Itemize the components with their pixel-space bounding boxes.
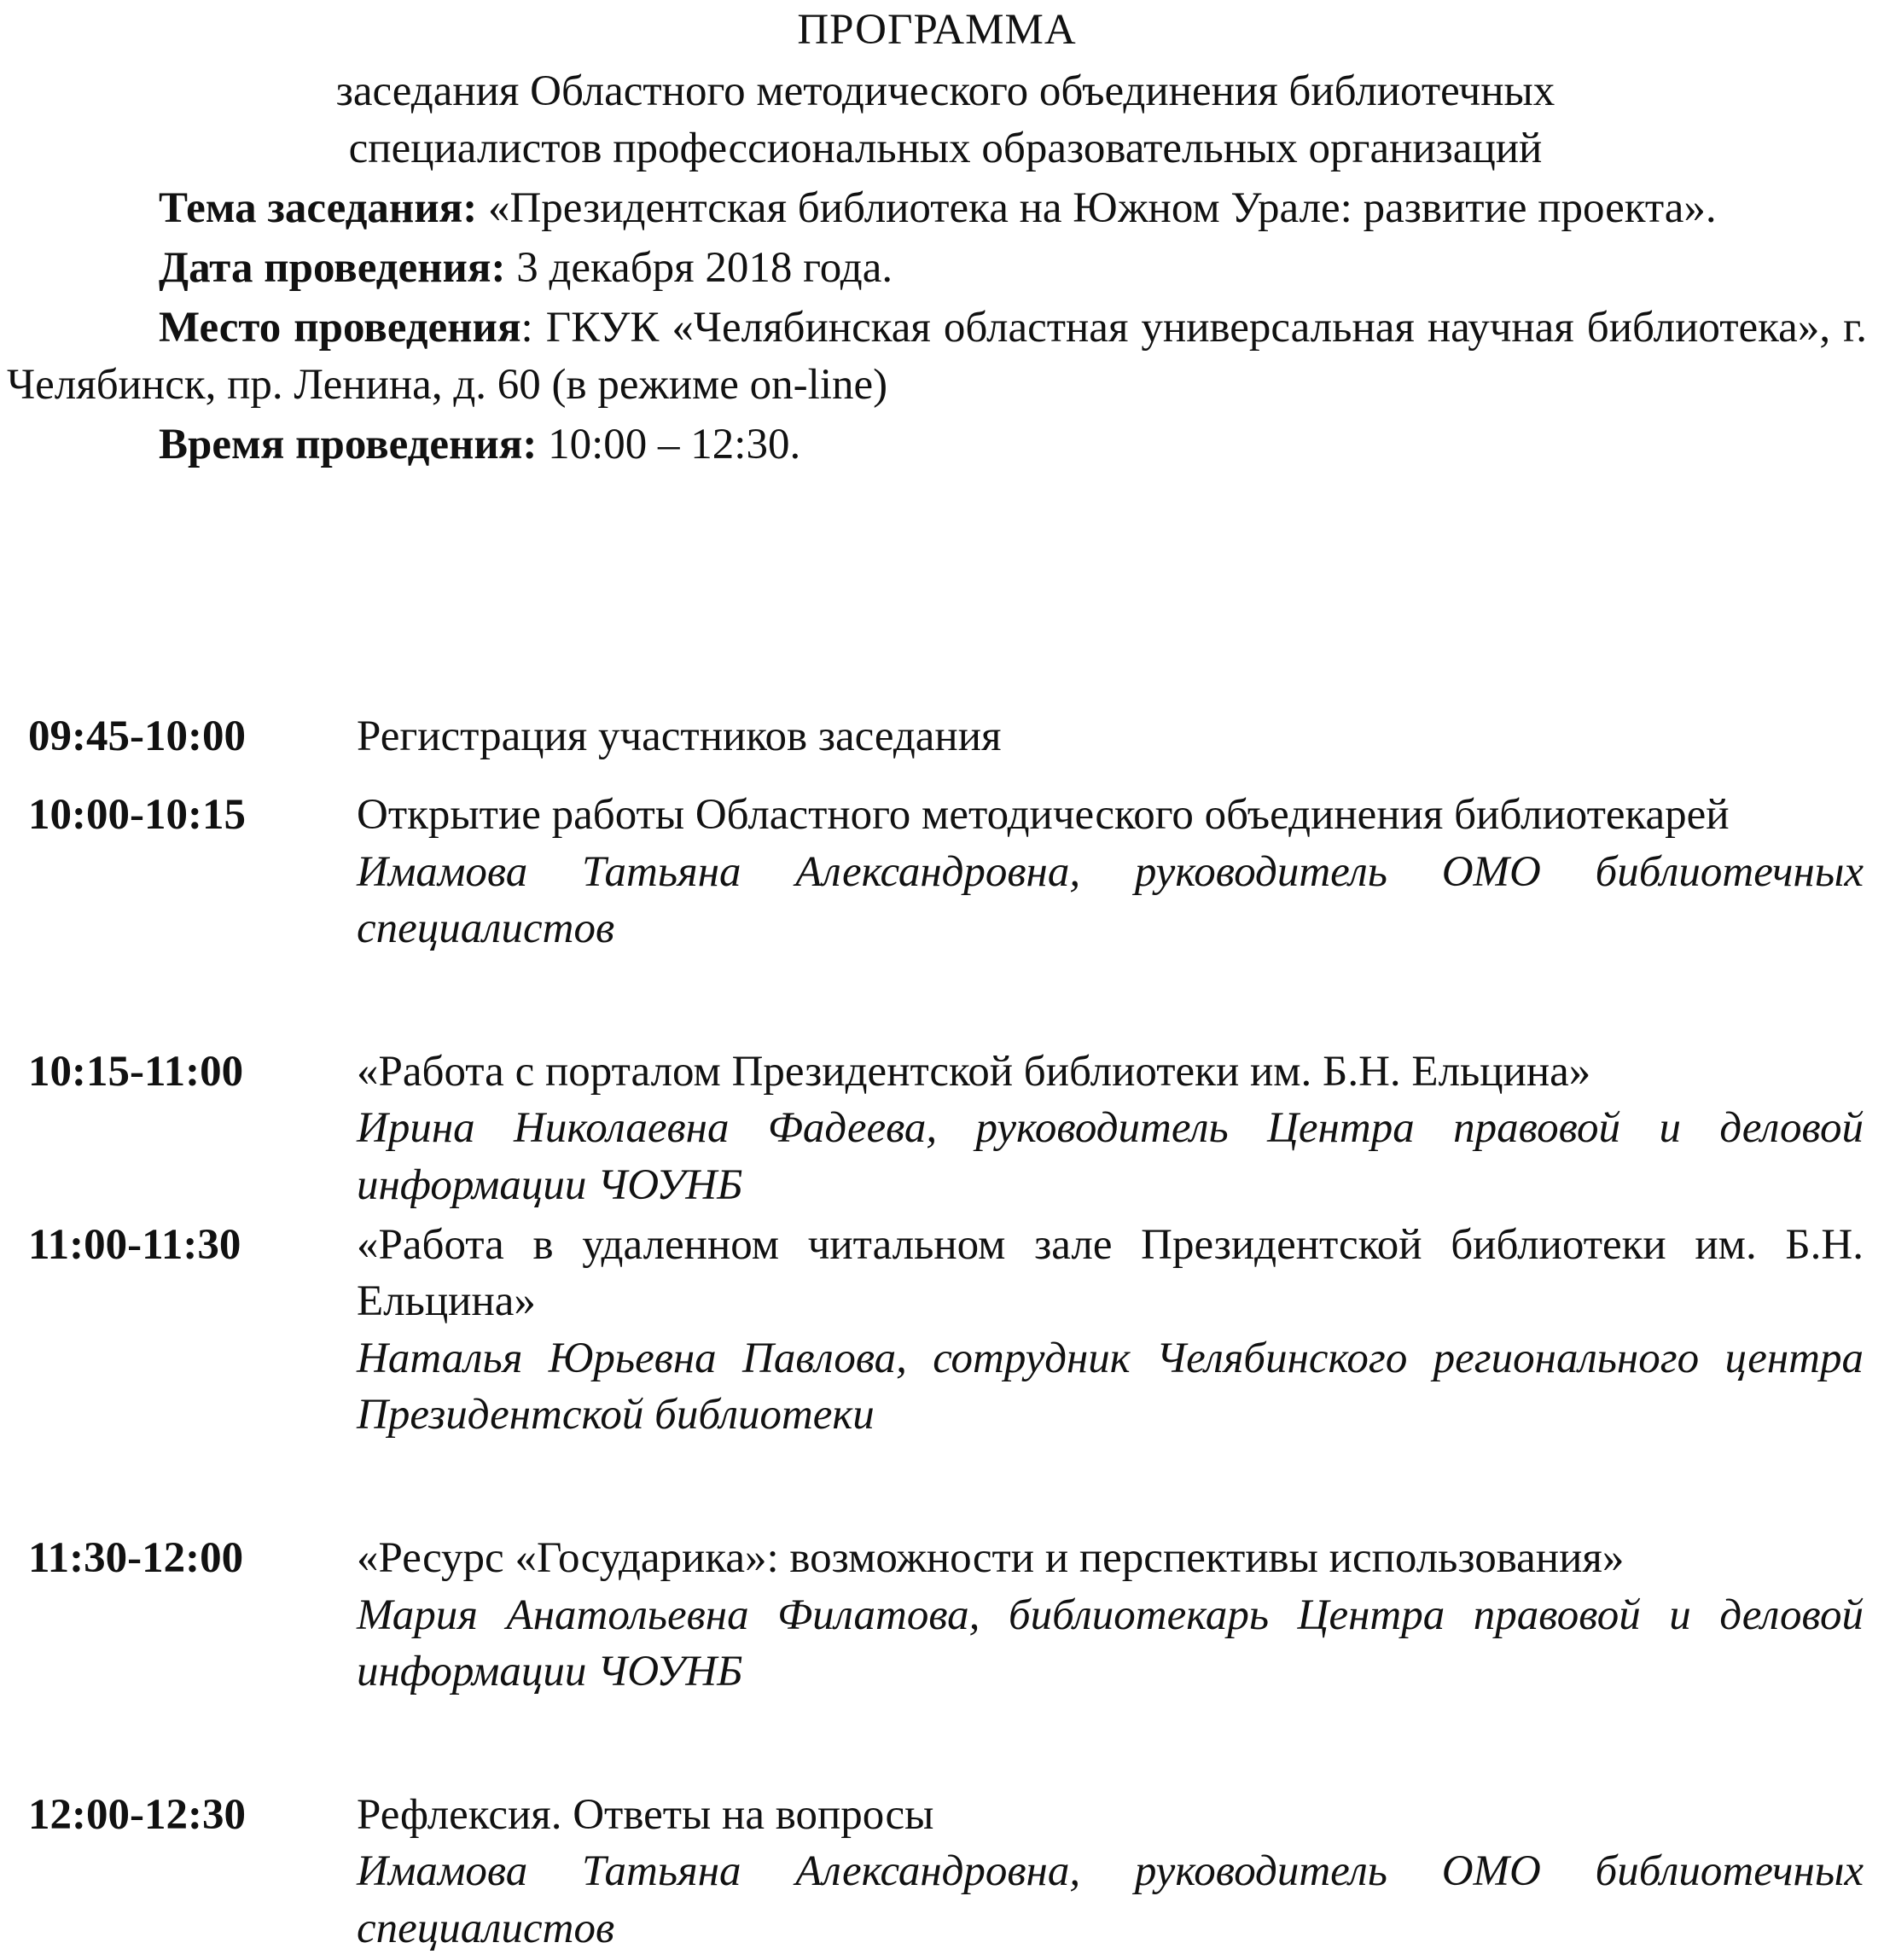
schedule-item — [7, 1530, 1867, 1700]
topic-value: «Президентская библиотека на Южном Урале: развитие проекта». — [487, 183, 1717, 232]
schedule-item — [7, 1217, 1867, 1443]
meeting-time — [7, 416, 1867, 473]
meeting-date — [7, 240, 1867, 296]
schedule-item — [7, 787, 1867, 957]
schedule-content — [357, 1217, 1867, 1443]
subtitle-line-2: специалистов профессиональных образовательных организаций — [348, 124, 1543, 172]
document-page — [7, 0, 1867, 473]
place-label: Место проведения — [159, 304, 521, 352]
schedule-time: 10:15-11:00 — [28, 1048, 244, 1096]
schedule-content — [357, 708, 1867, 765]
schedule-time: 10:00-10:15 — [28, 791, 246, 840]
schedule-content — [357, 1530, 1867, 1700]
schedule-time: 09:45-10:00 — [28, 712, 246, 760]
date-label: Дата проведения: — [159, 244, 506, 293]
schedule-speaker: Наталья Юрьевна Павлова, сотрудник Челябинского регионального центра Президентской библиотеки — [357, 1334, 1864, 1439]
schedule-topic: Рефлексия. Ответы на вопросы — [357, 1791, 934, 1840]
schedule-content — [357, 787, 1867, 957]
date-value: 3 декабря 2018 года. — [516, 244, 893, 293]
document-subtitle — [7, 63, 1867, 177]
meeting-topic — [7, 180, 1867, 236]
schedule-item — [7, 1787, 1867, 1957]
schedule-speaker: Имамова Татьяна Александровна, руководитель ОМО библиотечных специалистов — [357, 1847, 1864, 1952]
schedule-time: 11:00-11:30 — [28, 1221, 241, 1270]
schedule-item — [7, 708, 1867, 765]
schedule-topic: «Работа в удаленном читальном зале Президентской библиотеки им. Б.Н. Ельцина» — [357, 1221, 1864, 1326]
schedule-topic: «Работа с порталом Президентской библиотеки им. Б.Н. Ельцина» — [357, 1048, 1591, 1096]
schedule-speaker: Мария Анатольевна Филатова, библиотекарь Центра правовой и деловой информации ЧОУНБ — [357, 1591, 1864, 1695]
schedule-item — [7, 1044, 1867, 1213]
place-value: : ГКУК «Челябинская областная универсальная научная библиотека», г. Челябинск, пр. Ленина, д. 60 (в режиме on-line) — [7, 304, 1867, 409]
schedule-list — [7, 708, 1867, 1957]
time-value: 10:00 – 12:30. — [548, 421, 801, 469]
schedule-topic: «Ресурс «Государика»: возможности и перспективы использования» — [357, 1534, 1625, 1583]
schedule-speaker: Имамова Татьяна Александровна, руководитель ОМО библиотечных специалистов — [357, 847, 1864, 952]
document-title: ПРОГРАММА — [797, 6, 1077, 54]
schedule-content — [357, 1787, 1867, 1957]
schedule-time: 11:30-12:00 — [28, 1534, 244, 1583]
subtitle-line-1: заседания Областного методического объединения библиотечных — [335, 67, 1555, 116]
schedule-speaker: Ирина Николаевна Фадеева, руководитель Центра правовой и деловой информации ЧОУНБ — [357, 1104, 1864, 1209]
schedule-topic: Открытие работы Областного методического объединения библиотекарей — [357, 791, 1730, 840]
schedule-content — [357, 1044, 1867, 1213]
time-label: Время проведения: — [159, 421, 538, 469]
meeting-place — [7, 300, 1867, 413]
schedule-time: 12:00-12:30 — [28, 1791, 246, 1840]
schedule-topic: Регистрация участников заседания — [357, 712, 1002, 760]
topic-label: Тема заседания: — [159, 183, 478, 232]
